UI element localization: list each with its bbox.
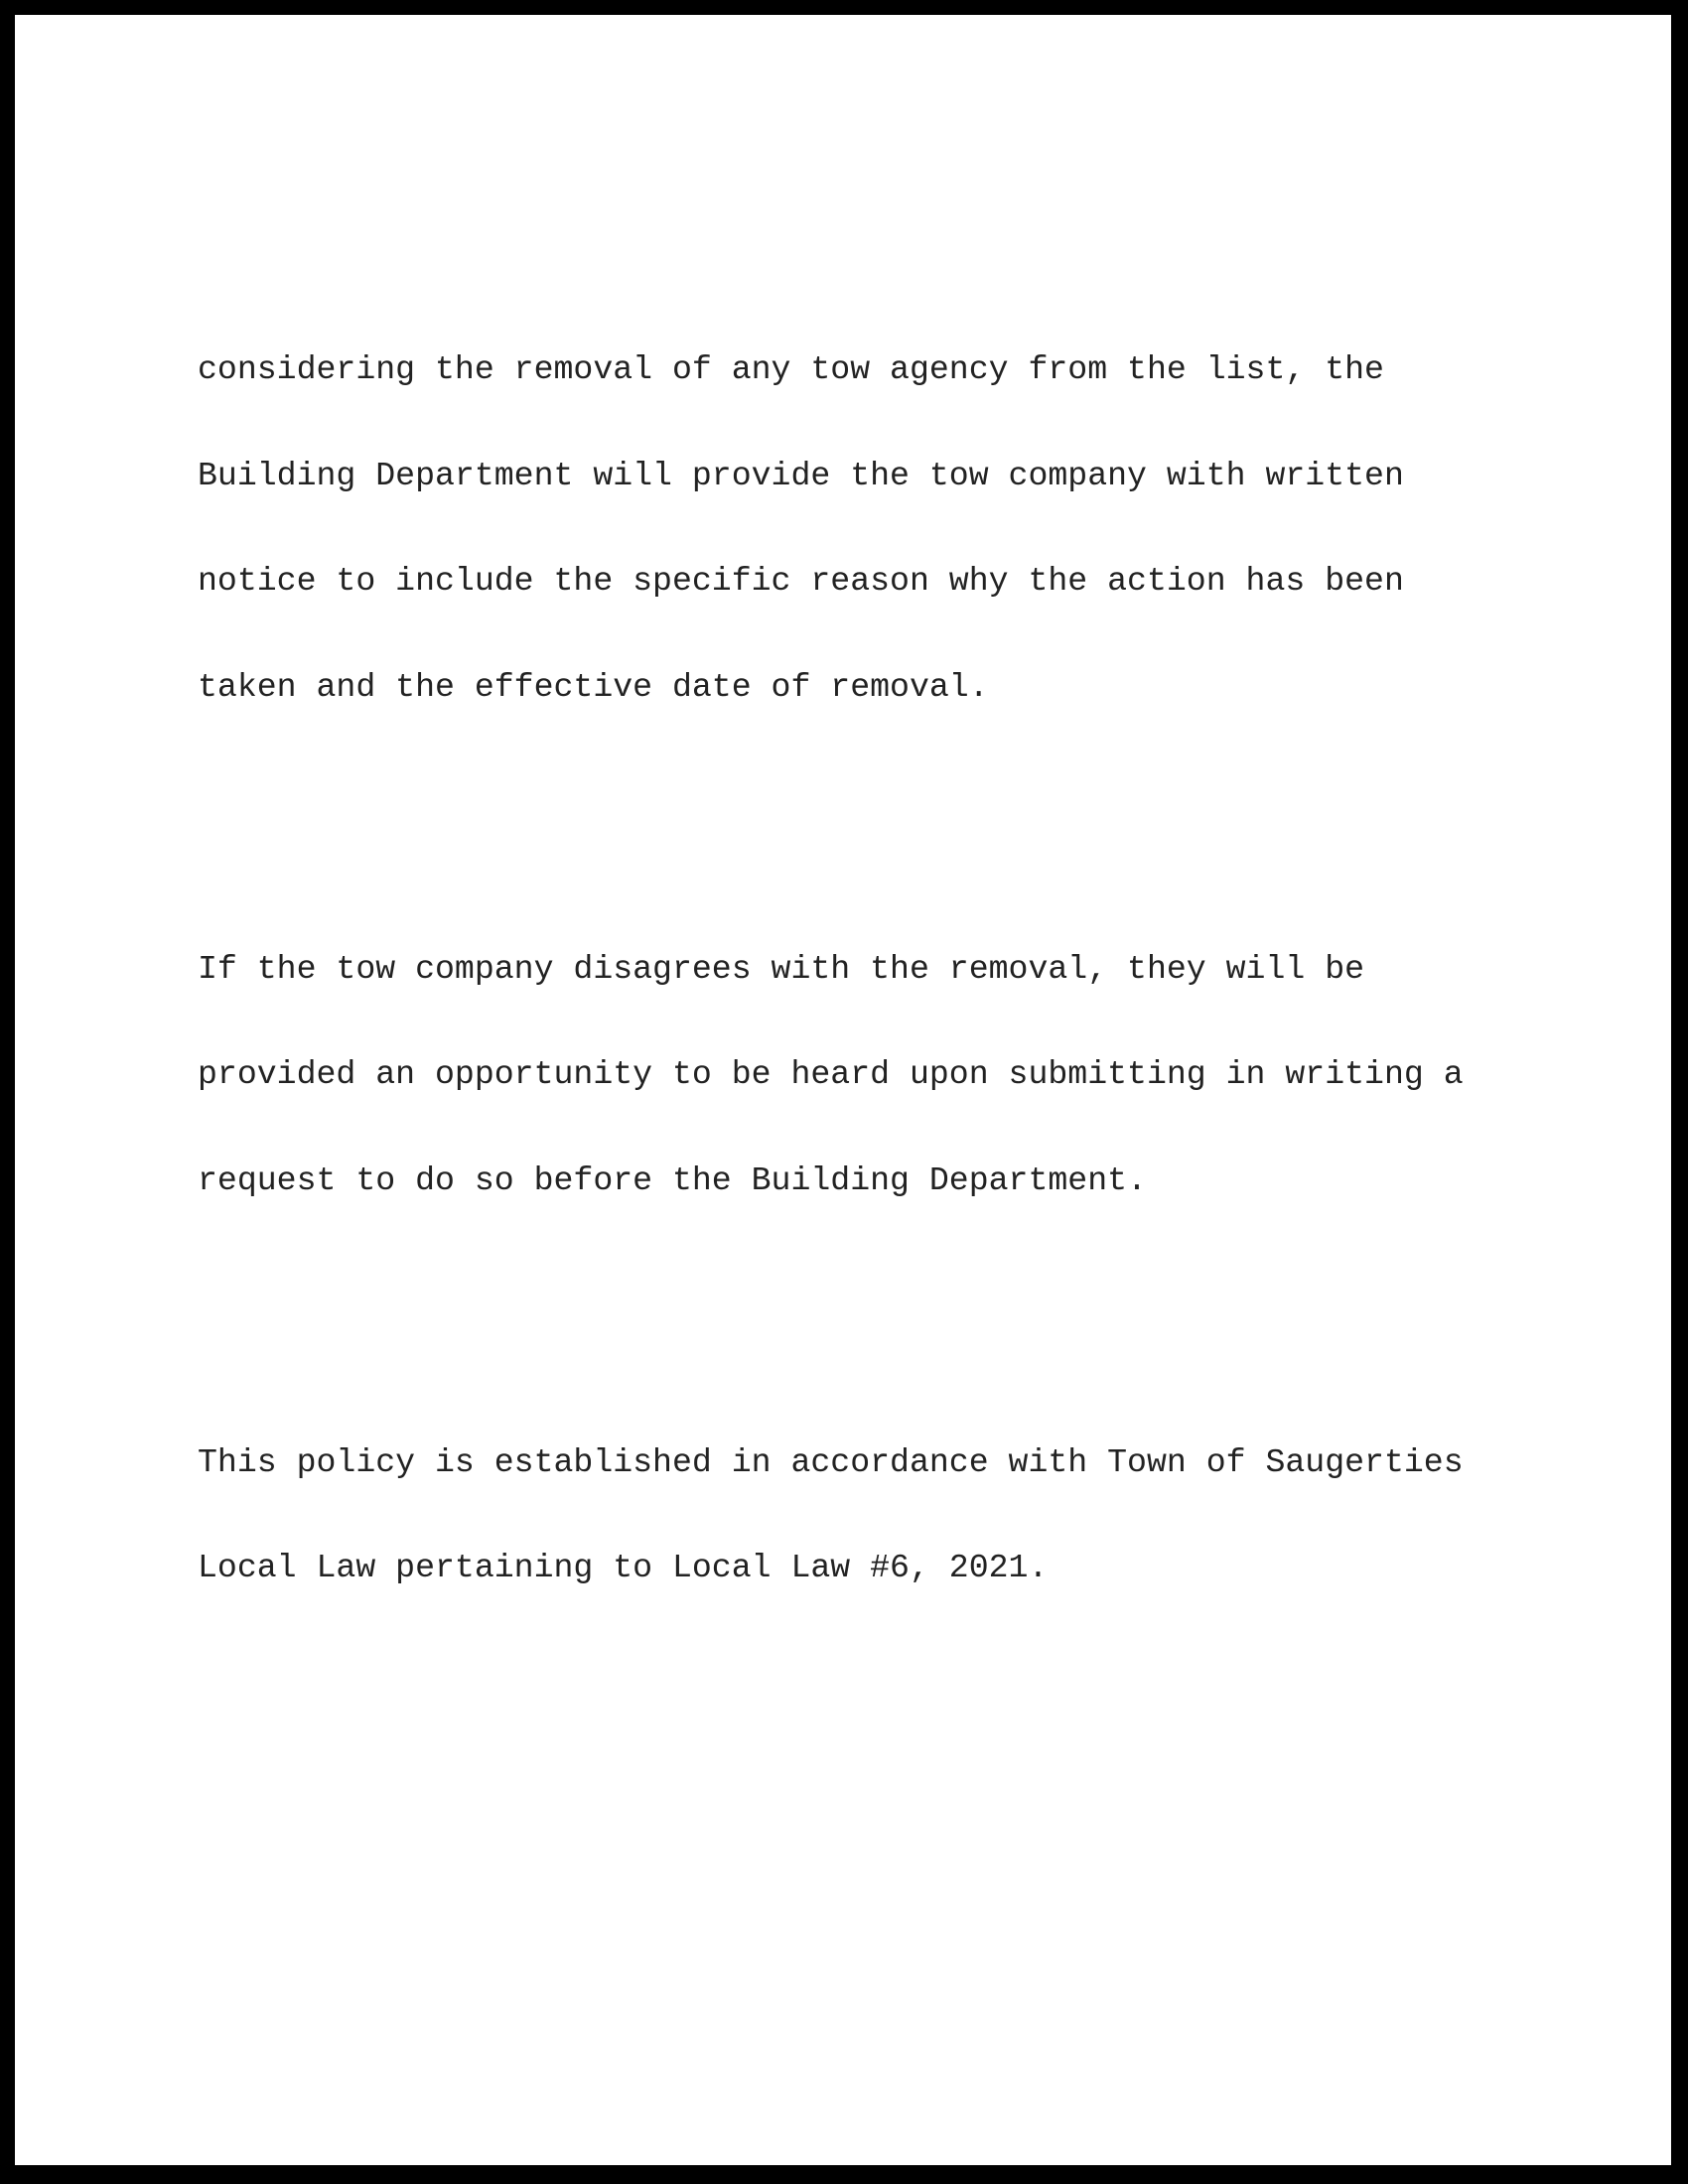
- text-line: Local Law pertaining to Local Law #6, 2021.: [198, 1549, 1049, 1586]
- paragraph-dispute: [198, 882, 1508, 1270]
- document-page: [15, 15, 1671, 2165]
- document-body: [198, 211, 1508, 1762]
- text-line: Building Department will provide the tow company with written: [198, 456, 1404, 494]
- text-line: If the tow company disagrees with the removal, they will be: [198, 949, 1365, 988]
- text-line: taken and the effective date of removal.: [198, 667, 989, 706]
- text-line: provided an opportunity to be heard upon submitting in writing a: [198, 1055, 1464, 1093]
- text-line: considering the removal of any tow agency from the list, the: [198, 350, 1384, 388]
- paragraph-removal-notice: [198, 282, 1508, 775]
- text-line: request to do so before the Building Department.: [198, 1160, 1147, 1199]
- text-line: notice to include the specific reason why the action has been: [198, 562, 1404, 600]
- text-line: This policy is established in accordance with Town of Saugerties: [198, 1442, 1464, 1481]
- paragraph-policy-basis: [198, 1375, 1508, 1657]
